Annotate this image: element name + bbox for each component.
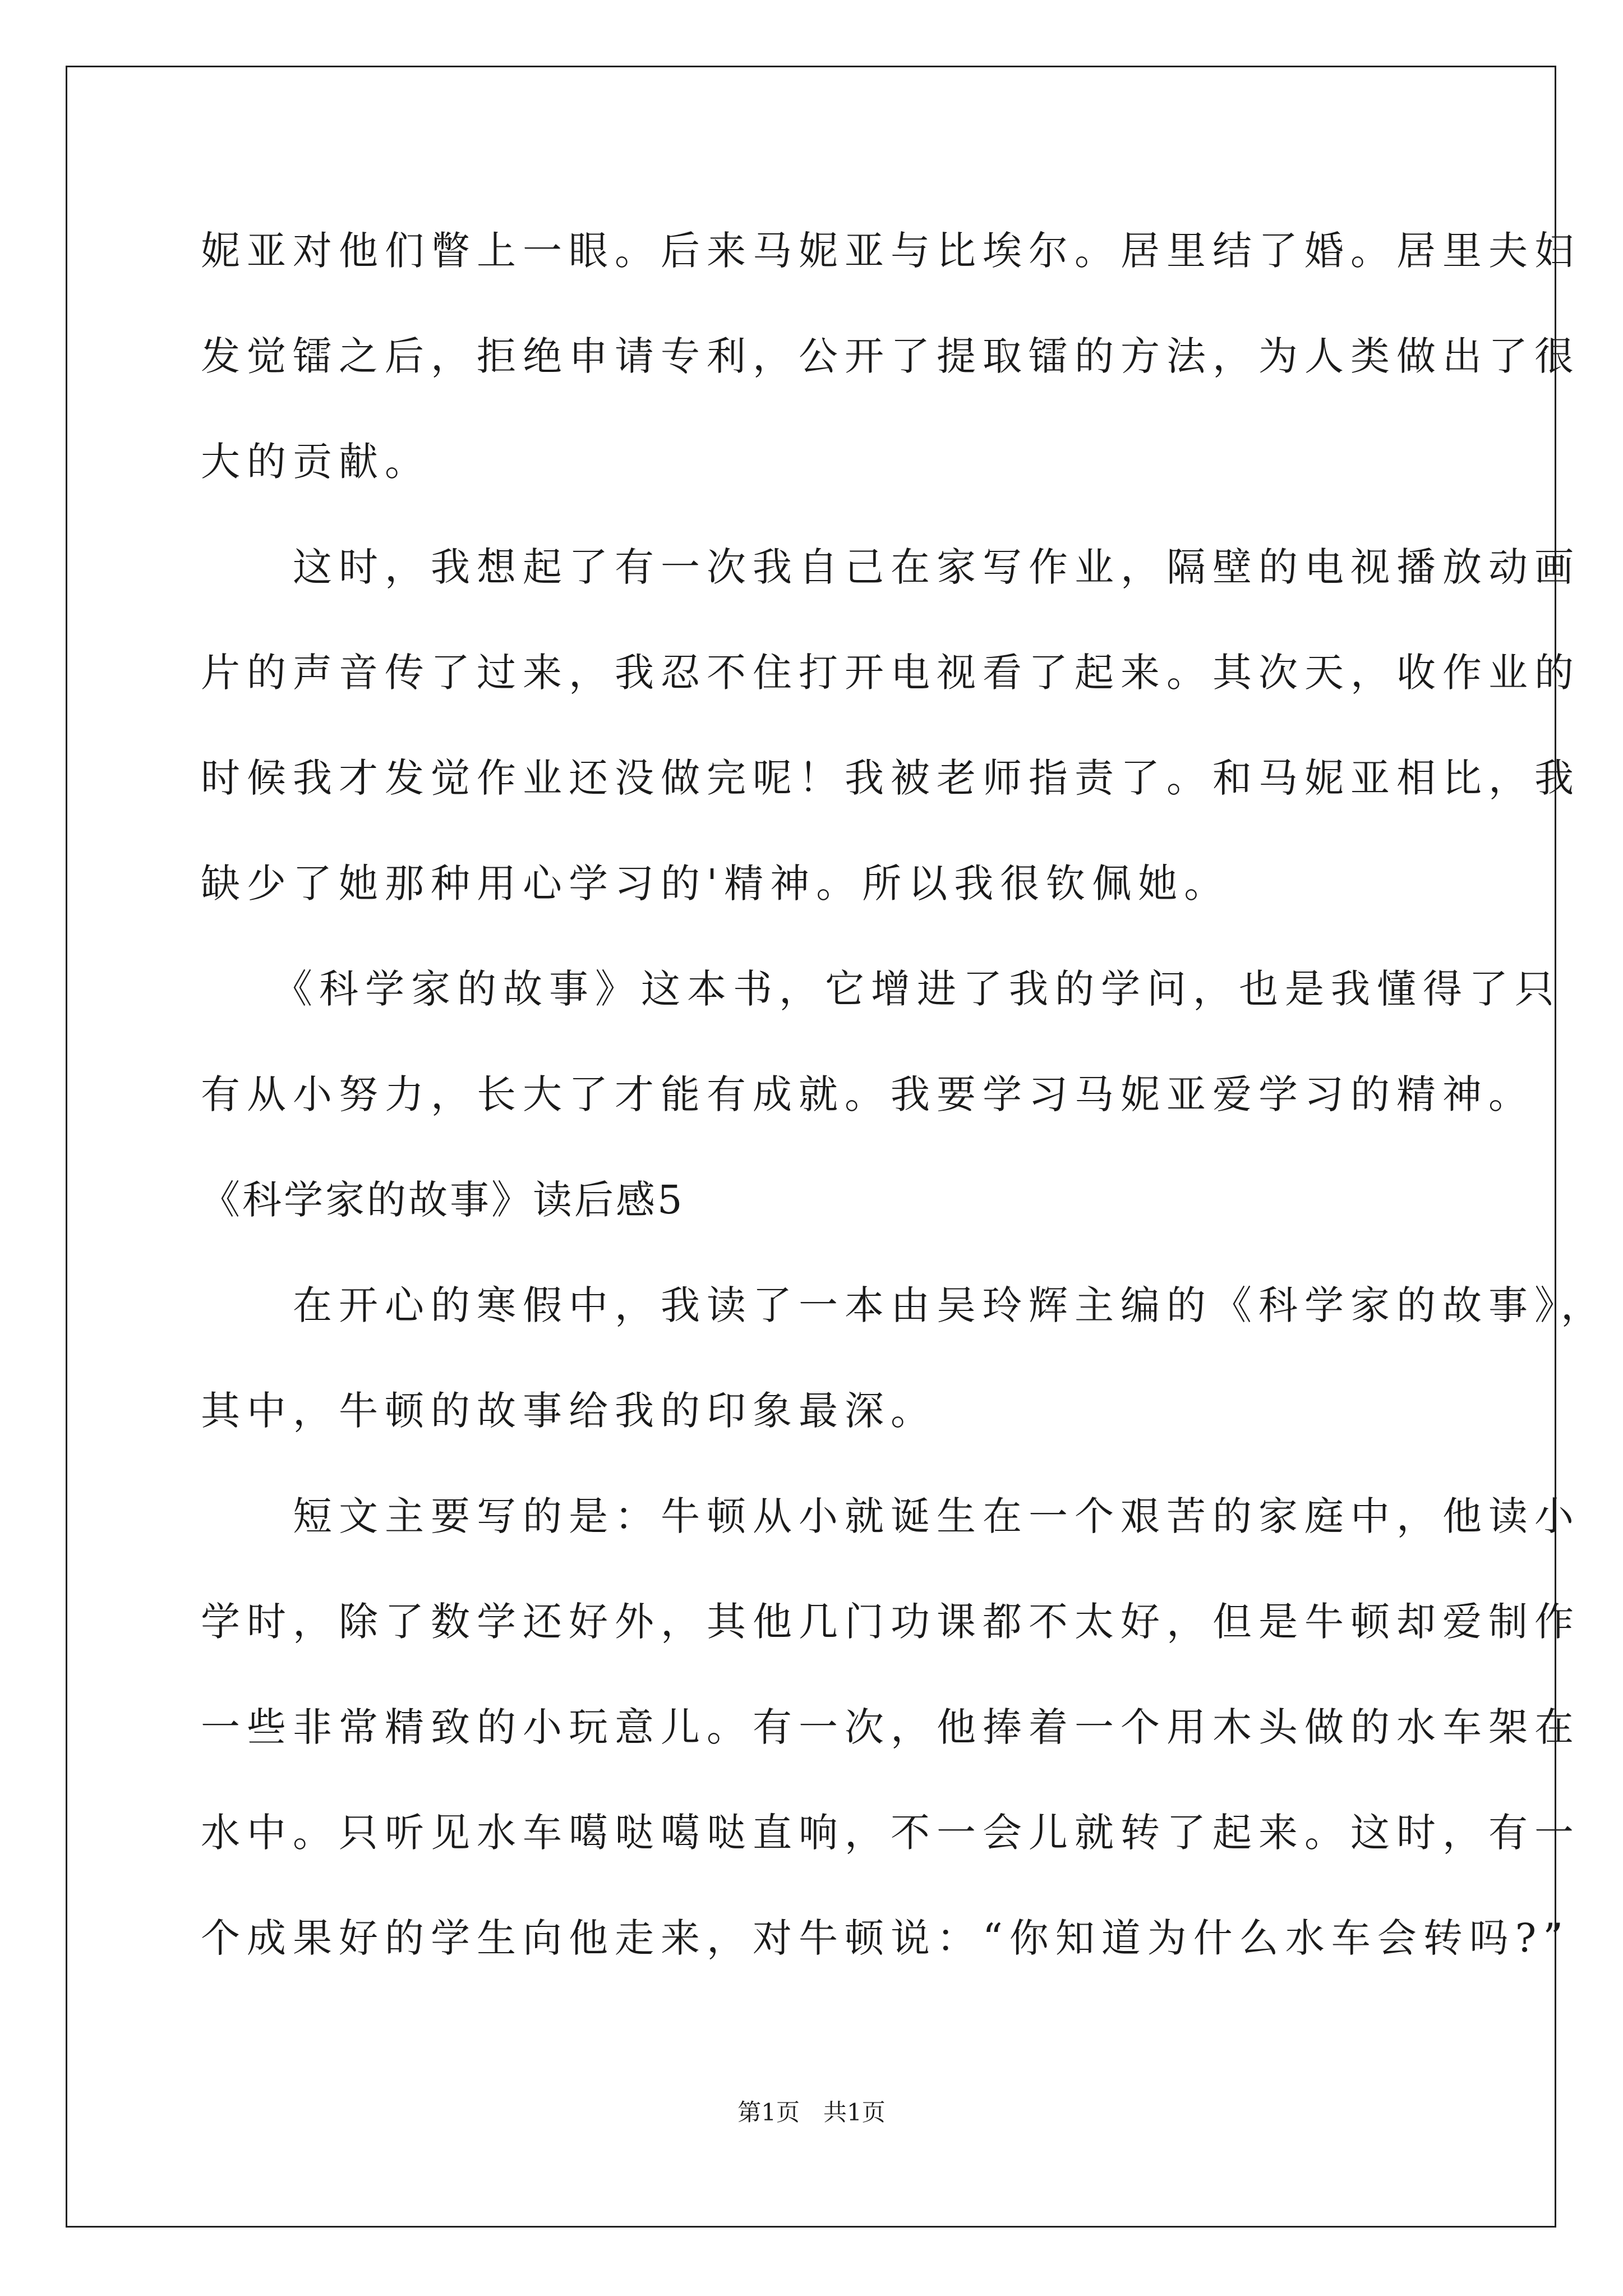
text-line: 短文主要写的是：牛顿从小就诞生在一个艰苦的家庭中，他读小	[201, 1493, 1580, 1539]
text-line: 妮亚对他们瞥上一眼。后来马妮亚与比埃尔。居里结了婚。居里夫妇	[201, 228, 1580, 274]
text-line: 大的贡献。	[201, 439, 431, 485]
text-line: 缺少了她那种用心学习的'精神。所以我很钦佩她。	[201, 861, 1230, 907]
text-line: 其中，牛顿的故事给我的印象最深。	[201, 1388, 937, 1434]
text-line: 一些非常精致的小玩意儿。有一次，他捧着一个用木头做的水车架在	[201, 1704, 1580, 1750]
text-line: 水中。只听见水车噶哒噶哒直响，不一会儿就转了起来。这时，有一	[201, 1810, 1580, 1856]
text-line: 《科学家的故事》这本书，它增进了我的学问，也是我懂得了只	[201, 966, 1561, 1012]
text-line: 学时，除了数学还好外，其他几门功课都不太好，但是牛顿却爱制作	[201, 1599, 1580, 1645]
text-line: 在开心的寒假中，我读了一本由吴玲辉主编的《科学家的故事》，	[201, 1282, 1607, 1328]
text-line: 片的声音传了过来，我忍不住打开电视看了起来。其次天，收作业的	[201, 650, 1580, 696]
text-line: 发觉镭之后，拒绝申请专利，公开了提取镭的方法，为人类做出了很	[201, 333, 1580, 379]
text-line: 有从小努力，长大了才能有成就。我要学习马妮亚爱学习的精神。	[201, 1071, 1534, 1117]
page-border	[66, 66, 1556, 2228]
text-line: 这时，我想起了有一次我自己在家写作业，隔壁的电视播放动画	[201, 544, 1580, 590]
text-line: 个成果好的学生向他走来，对牛顿说：“你知道为什么水车会转吗?”	[201, 1915, 1570, 1961]
text-line: 时候我才发觉作业还没做完呢！我被老师指责了。和马妮亚相比，我	[201, 755, 1580, 801]
section-heading: 《科学家的故事》读后感5	[201, 1177, 685, 1223]
page-footer: 第1页 共1页	[737, 2099, 886, 2126]
